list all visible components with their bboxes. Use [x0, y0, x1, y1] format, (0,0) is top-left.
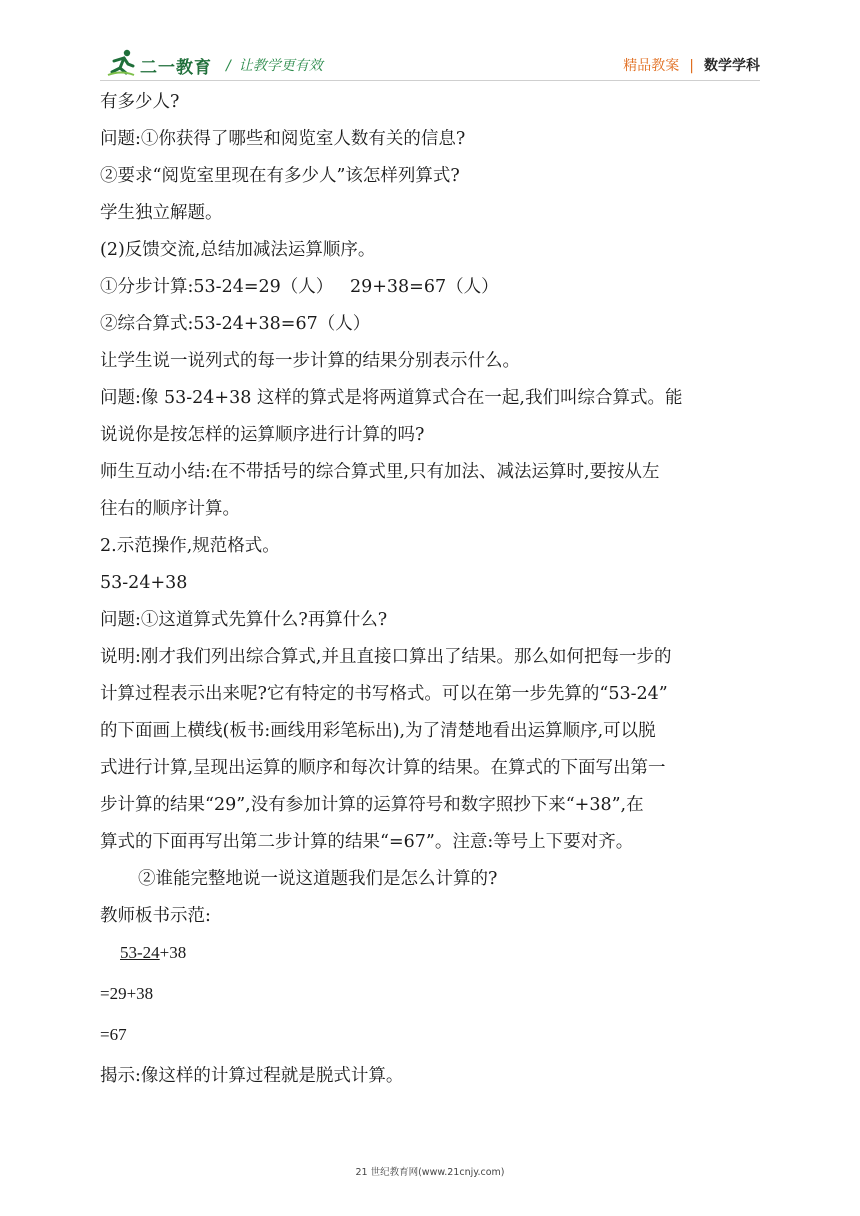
underlined-first-step: 53-24	[120, 943, 160, 962]
header-divider	[100, 80, 760, 81]
paragraph-line: 算式的下面再写出第二步计算的结果“=67”。注意:等号上下要对齐。	[100, 832, 634, 852]
paragraph-line: 说明:刚才我们列出综合算式,并且直接口算出了结果。那么如何把每一步的	[100, 647, 672, 667]
text-line: ②综合算式:53-24+38=67（人）	[100, 314, 371, 334]
text-line: 53-24+38	[100, 573, 188, 593]
page-header	[0, 0, 860, 84]
paragraph	[100, 458, 764, 523]
paragraph-line: 的下面画上横线(板书:画线用彩笔标出),为了清楚地看出运算顺序,可以脱	[100, 721, 656, 741]
text-line: ②谁能完整地说一说这道题我们是怎么计算的?	[138, 869, 498, 889]
paragraph-line: 往右的顺序计算。	[100, 499, 240, 519]
paragraph-line: 说说你是按怎样的运算顺序进行计算的吗?	[100, 425, 425, 445]
paragraph-line: 问题:像 53-24+38 这样的算式是将两道算式合在一起,我们叫综合算式。能	[100, 388, 683, 408]
text-line: 问题:①这道算式先算什么?再算什么?	[100, 610, 388, 630]
calc-step-1	[100, 939, 764, 967]
text-line: 问题:①你获得了哪些和阅览室人数有关的信息?	[100, 129, 466, 149]
calc-step-1-rest: +38	[159, 943, 187, 962]
paragraph	[100, 643, 764, 856]
paragraph	[100, 384, 764, 449]
text-line: 让学生说一说列式的每一步计算的结果分别表示什么。	[100, 351, 520, 371]
calc-step-3: =67	[100, 1025, 127, 1044]
text-line: 有多少人?	[100, 92, 180, 112]
paragraph-line: 步计算的结果“29”,没有参加计算的运算符号和数字照抄下来“+38”,在	[100, 795, 644, 815]
text-line: 教师板书示范:	[100, 906, 211, 926]
text-line: (2)反馈交流,总结加减法运算顺序。	[100, 240, 376, 260]
document-body	[100, 88, 764, 1099]
paragraph-line: 式进行计算,呈现出运算的顺序和每次计算的结果。在算式的下面写出第一	[100, 758, 666, 778]
text-line: 揭示:像这样的计算过程就是脱式计算。	[100, 1066, 404, 1086]
runner-logo-icon	[106, 48, 136, 78]
page-footer: 21 世纪教育网(www.21cnjy.com)	[355, 1167, 505, 1178]
header-tags	[623, 55, 760, 75]
text-line: 2.示范操作,规范格式。	[100, 536, 280, 556]
text-line: 学生独立解题。	[100, 203, 223, 223]
paragraph-line: 师生互动小结:在不带括号的综合算式里,只有加法、减法运算时,要按从左	[100, 462, 660, 482]
logo-text: 二一教育	[140, 58, 212, 78]
slogan-text: 让教学更有效	[238, 58, 323, 74]
tag-separator: |	[689, 58, 694, 74]
slogan: / 让教学更有效	[226, 58, 323, 74]
calc-step-2: =29+38	[100, 984, 154, 1003]
tag-lesson-plan: 精品教案	[623, 58, 680, 74]
text-line: ②要求“阅览室里现在有多少人”该怎样列算式?	[100, 166, 460, 186]
paragraph-line: 计算过程表示出来呢?它有特定的书写格式。可以在第一步先算的“53-24”	[100, 684, 668, 704]
tag-subject: 数学学科	[704, 58, 760, 74]
text-line: ①分步计算:53-24=29（人） 29+38=67（人）	[100, 277, 499, 297]
